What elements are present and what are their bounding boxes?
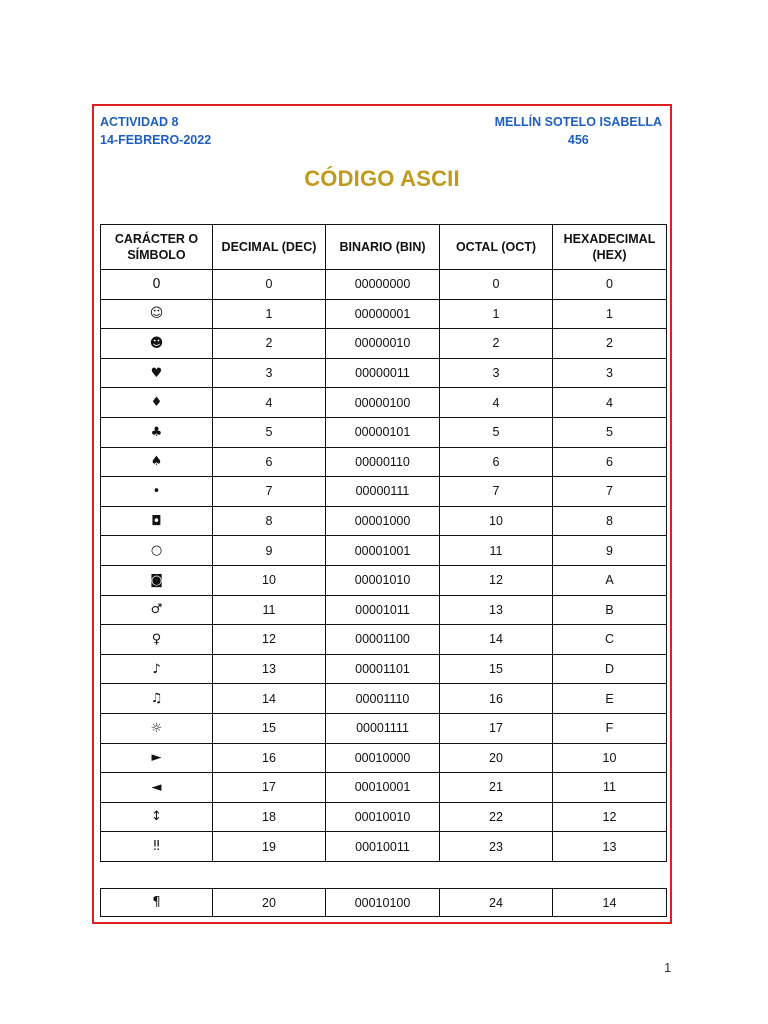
table-cell-hex: F: [553, 713, 667, 743]
table-cell-hex: 10: [553, 743, 667, 773]
table-cell-octal: 20: [440, 743, 553, 773]
table-cell-decimal: 8: [213, 506, 326, 536]
table-cell-octal: 23: [440, 832, 553, 862]
table-cell-binary: 00001110: [326, 684, 440, 714]
table-row: [101, 743, 667, 773]
table-cell-octal: 7: [440, 477, 553, 507]
table-cell-symbol: 0: [101, 270, 213, 300]
table-row: [101, 802, 667, 832]
table-cell-hex: 14: [553, 889, 667, 917]
table-cell-octal: 5: [440, 417, 553, 447]
table-cell-binary: 00001011: [326, 595, 440, 625]
table-cell-hex: 5: [553, 417, 667, 447]
table-cell-hex: 0: [553, 270, 667, 300]
table-cell-symbol: ♦: [101, 388, 213, 418]
table-cell-hex: 6: [553, 447, 667, 477]
table-cell-octal: 15: [440, 654, 553, 684]
table-cell-decimal: 2: [213, 329, 326, 359]
table-cell-hex: 7: [553, 477, 667, 507]
table-cell-decimal: 1: [213, 299, 326, 329]
column-header: OCTAL (OCT): [440, 225, 553, 270]
table-row: [101, 417, 667, 447]
table-cell-binary: 00001111: [326, 713, 440, 743]
author-number: 456: [567, 133, 589, 147]
table-row: [101, 713, 667, 743]
table-cell-binary: 00000100: [326, 388, 440, 418]
column-header: DECIMAL (DEC): [213, 225, 326, 270]
table-cell-hex: 12: [553, 802, 667, 832]
table-cell-binary: 00000010: [326, 329, 440, 359]
table-cell-octal: 4: [440, 388, 553, 418]
table-cell-symbol: ‼: [101, 832, 213, 862]
activity-label: ACTIVIDAD 8: [100, 115, 179, 129]
table-cell-hex: 1: [553, 299, 667, 329]
table-cell-symbol: ☼: [101, 713, 213, 743]
table-row: [101, 299, 667, 329]
table-cell-symbol: ♥: [101, 358, 213, 388]
table-cell-decimal: 0: [213, 270, 326, 300]
table-row: [101, 595, 667, 625]
author-name: MELLÍN SOTELO ISABELLA: [494, 115, 662, 129]
table-cell-decimal: 9: [213, 536, 326, 566]
table-cell-decimal: 11: [213, 595, 326, 625]
table-cell-binary: 00000001: [326, 299, 440, 329]
table-cell-octal: 21: [440, 773, 553, 803]
table-row: [101, 447, 667, 477]
date-label: 14-FEBRERO-2022: [100, 133, 212, 147]
table-cell-octal: 10: [440, 506, 553, 536]
table-row: [101, 329, 667, 359]
table-cell-octal: 17: [440, 713, 553, 743]
table-cell-symbol: ♠: [101, 447, 213, 477]
table-cell-symbol: ☻: [101, 329, 213, 359]
table-cell-binary: 00001001: [326, 536, 440, 566]
table-row: [101, 536, 667, 566]
table-cell-hex: 3: [553, 358, 667, 388]
table-cell-decimal: 6: [213, 447, 326, 477]
table-cell-binary: 00010100: [326, 889, 440, 917]
column-header: CARÁCTER O SÍMBOLO: [101, 225, 213, 270]
table-cell-symbol: ♀: [101, 625, 213, 655]
table-cell-symbol: ◄: [101, 773, 213, 803]
table-cell-octal: 1: [440, 299, 553, 329]
header-right: [495, 113, 662, 149]
table-cell-binary: 00001000: [326, 506, 440, 536]
table-row: [101, 625, 667, 655]
table-cell-octal: 6: [440, 447, 553, 477]
table-cell-octal: 12: [440, 565, 553, 595]
table-row: [101, 358, 667, 388]
table-cell-binary: 00000000: [326, 270, 440, 300]
table-header-row: [101, 225, 667, 270]
table-cell-hex: 8: [553, 506, 667, 536]
table-cell-symbol: ¶: [101, 889, 213, 917]
table-cell-octal: 24: [440, 889, 553, 917]
table-cell-decimal: 13: [213, 654, 326, 684]
header-left: [100, 113, 211, 149]
column-header: BINARIO (BIN): [326, 225, 440, 270]
table-cell-hex: C: [553, 625, 667, 655]
table-cell-binary: 00010011: [326, 832, 440, 862]
table-row: [101, 832, 667, 862]
table-cell-decimal: 4: [213, 388, 326, 418]
table-cell-binary: 00001100: [326, 625, 440, 655]
table-cell-binary: 00010001: [326, 773, 440, 803]
table-cell-decimal: 12: [213, 625, 326, 655]
table-cell-decimal: 18: [213, 802, 326, 832]
table-row: [101, 654, 667, 684]
table-row: [101, 506, 667, 536]
table-cell-octal: 14: [440, 625, 553, 655]
table-cell-decimal: 20: [213, 889, 326, 917]
table-cell-decimal: 15: [213, 713, 326, 743]
table-cell-hex: B: [553, 595, 667, 625]
table-cell-hex: A: [553, 565, 667, 595]
table-row: [101, 565, 667, 595]
table-cell-decimal: 14: [213, 684, 326, 714]
table-cell-symbol: ○: [101, 536, 213, 566]
table-cell-decimal: 17: [213, 773, 326, 803]
table-body: [101, 270, 667, 862]
page-number: 1: [664, 960, 672, 975]
table-cell-octal: 22: [440, 802, 553, 832]
table-cell-symbol: ♂: [101, 595, 213, 625]
table-cell-binary: 00010000: [326, 743, 440, 773]
table-cell-hex: 9: [553, 536, 667, 566]
table-cell-binary: 00000110: [326, 447, 440, 477]
table-cell-hex: 11: [553, 773, 667, 803]
table-cell-symbol: ♫: [101, 684, 213, 714]
ascii-table: [100, 224, 667, 862]
table-cell-hex: 2: [553, 329, 667, 359]
table-cell-binary: 00001010: [326, 565, 440, 595]
table-cell-octal: 11: [440, 536, 553, 566]
column-header: HEXADECIMAL (HEX): [553, 225, 667, 270]
table-cell-decimal: 16: [213, 743, 326, 773]
table-cell-decimal: 3: [213, 358, 326, 388]
table-cell-octal: 16: [440, 684, 553, 714]
table-row: [101, 270, 667, 300]
ascii-table-last-row: [100, 888, 667, 917]
table-cell-symbol: ►: [101, 743, 213, 773]
table-cell-symbol: •: [101, 477, 213, 507]
table-cell-binary: 00000111: [326, 477, 440, 507]
table-cell-decimal: 7: [213, 477, 326, 507]
table-cell-decimal: 10: [213, 565, 326, 595]
table-cell-hex: 13: [553, 832, 667, 862]
table-row: [101, 477, 667, 507]
table-cell-binary: 00000101: [326, 417, 440, 447]
table-cell-octal: 0: [440, 270, 553, 300]
table-row: [101, 889, 667, 917]
table-cell-hex: D: [553, 654, 667, 684]
table-row: [101, 773, 667, 803]
table-cell-symbol: ♪: [101, 654, 213, 684]
table-cell-symbol: ↕: [101, 802, 213, 832]
table-cell-symbol: ◘: [101, 506, 213, 536]
table-row: [101, 388, 667, 418]
table-cell-decimal: 5: [213, 417, 326, 447]
table-cell-octal: 3: [440, 358, 553, 388]
table-cell-symbol: ◙: [101, 565, 213, 595]
table-cell-binary: 00010010: [326, 802, 440, 832]
page-frame: [92, 104, 672, 924]
table-cell-hex: 4: [553, 388, 667, 418]
table-cell-symbol: ☺: [101, 299, 213, 329]
table-row: [101, 684, 667, 714]
table-cell-decimal: 19: [213, 832, 326, 862]
page-title: CÓDIGO ASCII: [304, 166, 460, 191]
table-cell-symbol: ♣: [101, 417, 213, 447]
table-cell-hex: E: [553, 684, 667, 714]
table-cell-binary: 00001101: [326, 654, 440, 684]
table-cell-octal: 13: [440, 595, 553, 625]
table-cell-octal: 2: [440, 329, 553, 359]
table-cell-binary: 00000011: [326, 358, 440, 388]
